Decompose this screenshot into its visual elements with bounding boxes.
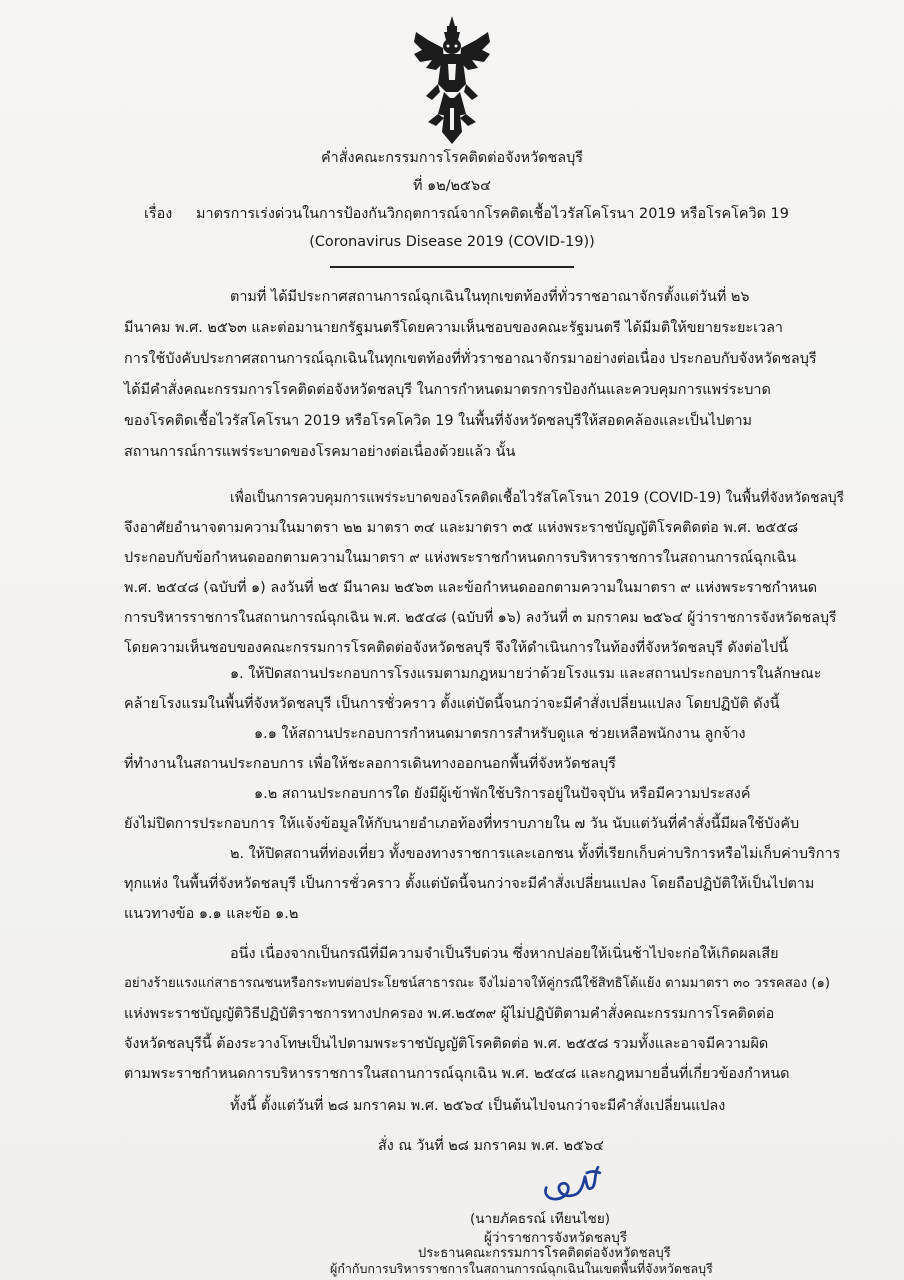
signer-position-governor: ผู้ว่าราชการจังหวัดชลบุรี — [484, 1230, 628, 1246]
order-number: ที่ ๑๒/๒๕๖๔ — [413, 178, 491, 194]
para2-line: ประกอบกับข้อกำหนดออกตามความในมาตรา ๙ แห่งพระราชกำหนดการบริหารราชการในสถานการณ์ฉุกเฉิน — [124, 550, 797, 566]
para2-line: พ.ศ. ๒๕๔๘ (ฉบับที่ ๑) ลงวันที่ ๒๕ มีนาคม ๒๕๖๓ และข้อกำหนดออกตามความในมาตรา ๙ แห่งพระราชกำหนด — [124, 580, 818, 596]
item-2-line: แนวทางข้อ ๑.๑ และข้อ ๑.๒ — [124, 906, 299, 922]
subject-label: เรื่อง — [144, 206, 173, 222]
ordered-date: สั่ง ณ วันที่ ๒๘ มกราคม พ.ศ. ๒๕๖๔ — [378, 1138, 604, 1154]
subject-text: มาตรการเร่งด่วนในการป้องกันวิกฤตการณ์จากโรคติดเชื้อไวรัสโคโรนา 2019 หรือโรคโควิด 19 — [196, 206, 789, 222]
para1-line: ของโรคติดเชื้อไวรัสโคโรนา 2019 หรือโรคโควิด 19 ในพื้นที่จังหวัดชลบุรีให้สอดคล้องและเป็นไปตาม — [124, 413, 753, 429]
item-2-line: ๒. ให้ปิดสถานที่ท่องเที่ยว ทั้งของทางราชการและเอกชน ทั้งที่เรียกเก็บค่าบริการหรือไม่เก็บค่าบริการ — [230, 846, 841, 862]
para3-line: แห่งพระราชบัญญัติวิธีปฏิบัติราชการทางปกครอง พ.ศ.๒๕๓๙ ผู้ไม่ปฏิบัติตามคำสั่งคณะกรรมการโรคติดต่อ — [124, 1006, 775, 1022]
signer-position-chair: ประธานคณะกรรมการโรคติดต่อจังหวัดชลบุรี — [418, 1246, 671, 1261]
para1-line: การใช้บังคับประกาศสถานการณ์ฉุกเฉินในทุกเขตท้องที่ทั่วราชอาณาจักรมาอย่างต่อเนื่อง ประกอบกับจังหวัดชลบุรี — [124, 351, 817, 367]
para3-line: ตามพระราชกำหนดการบริหารราชการในสถานการณ์ฉุกเฉิน พ.ศ. ๒๕๔๘ และกฎหมายอื่นที่เกี่ยวข้องกำหนด — [124, 1066, 790, 1082]
para1-line: ได้มีคำสั่งคณะกรรมการโรคติดต่อจังหวัดชลบุรี ในการกำหนดมาตรการป้องกันและควบคุมการแพร่ระบาด — [124, 382, 771, 398]
para2-line: จึงอาศัยอำนาจตามความในมาตรา ๒๒ มาตรา ๓๔ และมาตรา ๓๕ แห่งพระราชบัญญัติโรคติดต่อ พ.ศ. ๒๕๕๘ — [124, 520, 799, 536]
para3-line: อนึ่ง เนื่องจากเป็นกรณีที่มีความจำเป็นรีบด่วน ซึ่งหากปล่อยให้เนิ่นช้าไปจะก่อให้เกิดผลเสีย — [230, 946, 779, 962]
item-2-line: ทุกแห่ง ในพื้นที่จังหวัดชลบุรี เป็นการชั่วคราว ตั้งแต่บัดนี้จนกว่าจะมีคำสั่งเปลี่ยนแปลง โดยถือปฏิบัติให้เป็นไปตาม — [124, 876, 815, 892]
para1-line: ตามที่ ได้มีประกาศสถานการณ์ฉุกเฉินในทุกเขตท้องที่ทั่วราชอาณาจักรตั้งแต่วันที่ ๒๖ — [230, 289, 750, 305]
para3-line: อย่างร้ายแรงแก่สาธารณชนหรือกระทบต่อประโยชน์สาธารณะ จึงไม่อาจให้คู่กรณีใช้สิทธิโต้แย้ง ตามมาตรา ๓๐ วรรคสอง (๑) — [124, 976, 831, 991]
para2-line: โดยความเห็นชอบของคณะกรรมการโรคติดต่อจังหวัดชลบุรี จึงให้ดำเนินการในท้องที่จังหวัดชลบุรี ดังต่อไปนี้ — [124, 640, 789, 656]
garuda-emblem-icon — [408, 14, 496, 146]
item-1-2-line: ยังไม่ปิดการประกอบการ ให้แจ้งข้อมูลให้กับนายอำเภอท้องที่ทราบภายใน ๗ วัน นับแต่วันที่คำสั่งนี้มีผลใช้บังคับ — [124, 816, 800, 832]
para1-line: มีนาคม พ.ศ. ๒๕๖๓ และต่อมานายกรัฐมนตรีโดยความเห็นชอบของคณะรัฐมนตรี ได้มีมติให้ขยายระยะเวลา — [124, 320, 784, 336]
item-1-2-line: ๑.๒ สถานประกอบการใด ยังมีผู้เข้าพักใช้บริการอยู่ในปัจจุบัน หรือมีความประสงค์ — [254, 786, 751, 802]
para1-line: สถานการณ์การแพร่ระบาดของโรคมาอย่างต่อเนื่องด้วยแล้ว นั้น — [124, 444, 516, 460]
subject-english: (Coronavirus Disease 2019 (COVID-19)) — [309, 234, 595, 250]
para3-line: จังหวัดชลบุรีนี้ ต้องระวางโทษเป็นไปตามพระราชบัญญัติโรคติดต่อ พ.ศ. ๒๕๕๘ รวมทั้งและอาจมีความผิด — [124, 1036, 769, 1052]
para2-line: เพื่อเป็นการควบคุมการแพร่ระบาดของโรคติดเชื้อไวรัสโคโรนา 2019 (COVID-19) ในพื้นที่จังหวัดชลบุรี — [230, 490, 845, 506]
signer-name: (นายภัคธรณ์ เทียนไชย) — [470, 1211, 611, 1227]
item-1-line: คล้ายโรงแรมในพื้นที่จังหวัดชลบุรี เป็นการชั่วคราว ตั้งแต่บัดนี้จนกว่าจะมีคำสั่งเปลี่ยนแปลง โดยปฏิบัติ ดังนี้ — [124, 696, 780, 712]
item-1-1-line: ที่ทำงานในสถานประกอบการ เพื่อให้ชะลอการเดินทางออกนอกพื้นที่จังหวัดชลบุรี — [124, 756, 617, 772]
signer-position-supervisor: ผู้กำกับการบริหารราชการในสถานการณ์ฉุกเฉินในเขตพื้นที่จังหวัดชลบุรี — [330, 1261, 713, 1276]
para2-line: การบริหารราชการในสถานการณ์ฉุกเฉิน พ.ศ. ๒๕๔๘ (ฉบับที่ ๑๖) ลงวันที่ ๓ มกราคม ๒๕๖๔ ผู้ว่าราชการจังหวัดชลบุรี — [124, 610, 837, 626]
title-divider — [330, 266, 574, 268]
handwritten-signature — [538, 1160, 608, 1208]
item-1-line: ๑. ให้ปิดสถานประกอบการโรงแรมตามกฎหมายว่าด้วยโรงแรม และสถานประกอบการในลักษณะ — [230, 666, 822, 682]
document-title: คำสั่งคณะกรรมการโรคติดต่อจังหวัดชลบุรี — [321, 150, 583, 166]
effective-date-line: ทั้งนี้ ตั้งแต่วันที่ ๒๘ มกราคม พ.ศ. ๒๕๖๔ เป็นต้นไปจนกว่าจะมีคำสั่งเปลี่ยนแปลง — [230, 1098, 726, 1114]
item-1-1-line: ๑.๑ ให้สถานประกอบการกำหนดมาตรการสำหรับดูแล ช่วยเหลือพนักงาน ลูกจ้าง — [254, 726, 746, 742]
